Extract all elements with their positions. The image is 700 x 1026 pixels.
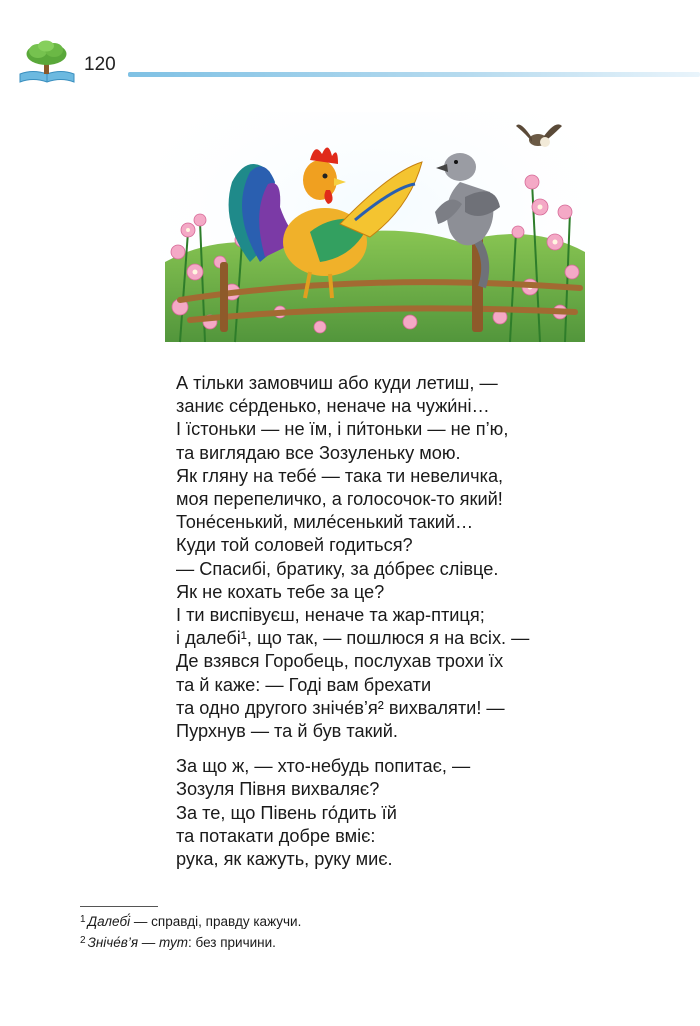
poem-line: і далебі¹, що так, — пошлюся я на всіх. — [176,628,530,649]
footnote-text: : без причини. [188,935,276,950]
poem-line: Як не кохать тебе за це? [176,581,385,602]
poem-line: заниє се́рденько, неначе на чужи́ні… [176,396,490,417]
rooster-and-cuckoo-on-fence-illustration [160,112,590,354]
poem-line: Куди той соловей годиться? [176,535,413,556]
poem-line: А тільки замовчиш або куди летиш, — [176,373,498,393]
footnotes [80,910,640,952]
footnote-term: Зніче́в’я [87,935,139,950]
footnote-separator: — [130,914,152,929]
header-rule [128,72,700,77]
footnote-2 [80,931,640,952]
poem-line: рука, як кажуть, руку миє. [176,849,393,870]
poem-line: І їстоньки — не їм, і пи́тоньки — не п’ю, [176,419,509,440]
page-number: 120 [84,54,116,75]
poem-line: моя перепеличко, а голосочок-то який! [176,489,503,510]
footnote-text: справді, правду кажучи. [151,914,302,929]
footnote-separator: — [138,935,160,950]
footnote-rule [80,906,158,907]
poem-text [176,372,686,871]
footnote-number: 1 [80,914,86,925]
footnote-qualifier: тут [159,935,188,950]
stanza-gap [176,743,686,755]
poem-line: та одно другого зніче́в’я² вихваляти! — [176,697,505,718]
poem-line: Зозуля Півня вихваляє? [176,779,380,800]
poem-line: І ти виспівуєш, неначе та жар-птиця; [176,605,485,626]
poem-line: Як гляну на тебе́ — така ти невеличка, [176,465,504,486]
poem-line: За те, що Півень го́дить їй [176,802,397,823]
poem-line: та виглядаю все Зозуленьку мою. [176,442,461,463]
poem-line: та й каже: — Годі вам брехати [176,674,432,695]
poem-line: та потакати добре вміє: [176,825,376,846]
poem-line: Де взявся Горобець, послухав трохи їх [176,651,504,672]
poem-line: За що ж, — хто-небудь попитає, — [176,756,471,777]
footnote-term: Далебі́ [87,914,131,929]
poem-line: — Спасибі, братику, за до́бреє слівце. [176,558,499,579]
poem-line: Пурхнув — та й був такий. [176,721,398,742]
poem-line: Тоне́сенький, миле́сенький такий… [176,512,474,533]
footnote-number: 2 [80,935,86,946]
tree-on-book-icon [18,40,76,84]
page-header [18,40,700,84]
footnote-1 [80,910,640,931]
